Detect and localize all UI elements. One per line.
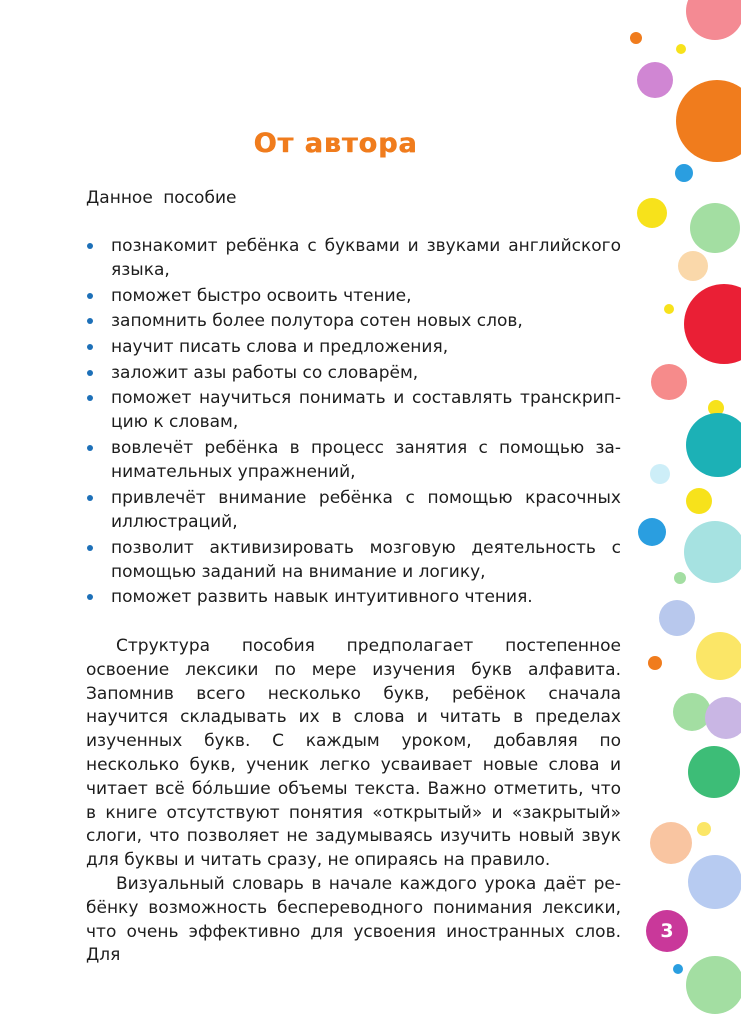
circle-blue-tiny xyxy=(673,964,683,974)
body-text xyxy=(86,635,621,968)
circle-teal xyxy=(686,413,741,477)
list-item: поможет быстро освоить чтение, xyxy=(86,284,621,308)
circle-yellow-3 xyxy=(696,632,741,680)
circle-red xyxy=(684,284,741,364)
bullet-icon xyxy=(87,243,93,249)
circle-yellow-small xyxy=(676,44,686,54)
page-title: От автора xyxy=(253,128,418,159)
paragraph: Визуальный словарь в начале каждого урока даёт ребёнку возможность беспереводного понимания лексики, что очень эффективно для усвоения иностранных слов. Для xyxy=(86,873,621,966)
bullet-icon xyxy=(87,318,93,324)
bullet-list xyxy=(86,234,621,611)
bullet-icon xyxy=(87,370,93,376)
circle-sky xyxy=(650,464,670,484)
circle-blue-light xyxy=(688,855,741,909)
list-item: познакомит ребёнка с буквами и звуками английского языка, xyxy=(86,234,621,282)
list-item: поможет развить навык интуитивного чтения. xyxy=(86,585,621,609)
circle-peach xyxy=(678,251,708,281)
circle-pink xyxy=(686,0,741,40)
circle-violet xyxy=(637,62,673,98)
bullet-icon xyxy=(87,395,93,401)
bullet-icon xyxy=(87,445,93,451)
circle-orange-tiny xyxy=(648,656,662,670)
page-number-badge: 3 xyxy=(646,910,688,952)
circle-blue xyxy=(638,518,666,546)
circle-salmon xyxy=(651,364,687,400)
circle-lavender xyxy=(705,697,741,739)
intro-text: Данное пособие xyxy=(86,188,237,208)
circle-orange-small xyxy=(630,32,642,44)
circle-yellow xyxy=(637,198,667,228)
paragraph: Структура пособия предполагает постепенное освоение лексики по мере изучения букв алфавита. Запомнив всего несколько букв, ребёнок сначала научится складывать их в слова и читать в пределах изученных букв. С каждым уроком, добавляя по несколько букв, ученик легко усваивает новые слова и читает всё бóльшие объемы текста. Важно отметить, что в книге отсутствуют понятия «открытый» и «закрытый» слоги, что позволяет не задумываясь изучить новый звук для буквы и читать сразу, не опираясь на правило. xyxy=(86,636,621,871)
circle-yellow-small-3 xyxy=(697,822,711,836)
circle-peach-2 xyxy=(650,822,692,864)
circle-green-tiny xyxy=(674,572,686,584)
bullet-icon xyxy=(87,495,93,501)
circle-yellow-tiny xyxy=(664,304,674,314)
bullet-icon xyxy=(87,594,93,600)
circle-green xyxy=(688,746,740,798)
list-item: научит писать слова и предложения, xyxy=(86,335,621,359)
list-item: вовлечёт ребёнка в процесс занятия с помощью занимательных упражнений, xyxy=(86,436,621,484)
list-item: привлечёт внимание ребёнка с помощью красочных иллюстраций, xyxy=(86,486,621,534)
circle-cyan-light xyxy=(684,521,741,583)
list-item: запомнить более полутора сотен новых слов, xyxy=(86,309,621,333)
circle-periwinkle xyxy=(659,600,695,636)
circle-yellow-2 xyxy=(686,488,712,514)
bullet-icon xyxy=(87,545,93,551)
bullet-icon xyxy=(87,344,93,350)
circle-green-light xyxy=(690,203,740,253)
list-item: заложит азы работы со словарём, xyxy=(86,361,621,385)
bullet-icon xyxy=(87,293,93,299)
circle-blue-small xyxy=(675,164,693,182)
circle-green-bottom xyxy=(686,956,741,1014)
list-item: поможет научиться понимать и составлять транскрипцию к словам, xyxy=(86,386,621,434)
list-item: позволит активизировать мозговую деятельность с помощью заданий на внимание и логику, xyxy=(86,536,621,584)
